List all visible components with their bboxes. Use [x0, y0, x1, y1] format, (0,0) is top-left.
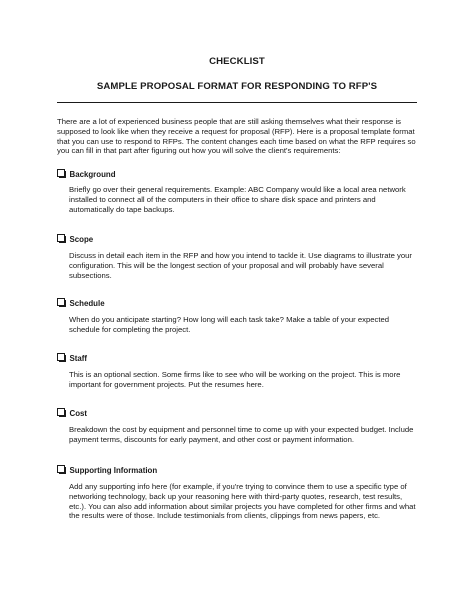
section-heading-supporting-information: [57, 464, 157, 476]
checkbox-icon[interactable]: [57, 169, 65, 177]
document-subtitle: SAMPLE PROPOSAL FORMAT FOR RESPONDING TO RFP'S: [96, 81, 378, 92]
section-body-supporting-information: Add any supporting info here (for example, if you're trying to convince them to use a specific type of networking technology, back up your reasoning here with third-party quotes, research, test results, etc.). You can also add information about similar projects you have completed for other firms and what the results were of those. Include testimonials from clients, clippings from news papers, etc.: [69, 482, 416, 521]
checkbox-icon[interactable]: [57, 408, 65, 416]
section-body-scope: Discuss in detail each item in the RFP and how you intend to tackle it. Use diagrams to illustrate your configuration. This will be the longest section of your proposal and will probably have several subsections.: [69, 251, 412, 280]
section-body-cost: Breakdown the cost by equipment and personnel time to come up with your expected budget. Include payment terms, discounts for early payment, and other cost or payment information.: [69, 425, 414, 444]
section-title: Background: [69, 169, 116, 179]
section-title: Supporting Information: [69, 465, 158, 475]
section-heading-scope: [57, 233, 93, 245]
section-title: Scope: [69, 234, 94, 244]
section-title: Staff: [69, 353, 88, 363]
section-heading-staff: [57, 352, 87, 364]
checkbox-icon[interactable]: [57, 353, 65, 361]
section-heading-background: [57, 168, 116, 180]
title-divider: [57, 102, 417, 103]
checkbox-icon[interactable]: [57, 298, 65, 306]
checkbox-icon[interactable]: [57, 234, 65, 242]
checkbox-icon[interactable]: [57, 465, 65, 473]
section-title: Cost: [69, 408, 88, 418]
section-heading-cost: [57, 407, 87, 419]
section-heading-schedule: [57, 297, 105, 309]
section-body-background: Briefly go over their general requirements. Example: ABC Company would like a local area network installed to connect all of the computers in their office to share disk space and printers and automatically do tape backups.: [69, 185, 406, 214]
section-title: Schedule: [69, 298, 105, 308]
section-body-schedule: When do you anticipate starting? How long will each task take? Make a table of your expected schedule for completing the project.: [69, 315, 390, 334]
document-title: CHECKLIST: [209, 56, 265, 67]
intro-paragraph: There are a lot of experienced business people that are still asking themselves what their response is supposed to look like when they receive a request for proposal (RFP). Here is a proposal template format that you can use to respond to RFPs. The content changes each time based on what the RFP requires so you can fill in that part after figuring out how you will solve the client's requirements:: [57, 117, 416, 156]
section-body-staff: This is an optional section. Some firms like to see who will be working on the project. This is more important for government projects. Put the resumes here.: [69, 370, 401, 389]
